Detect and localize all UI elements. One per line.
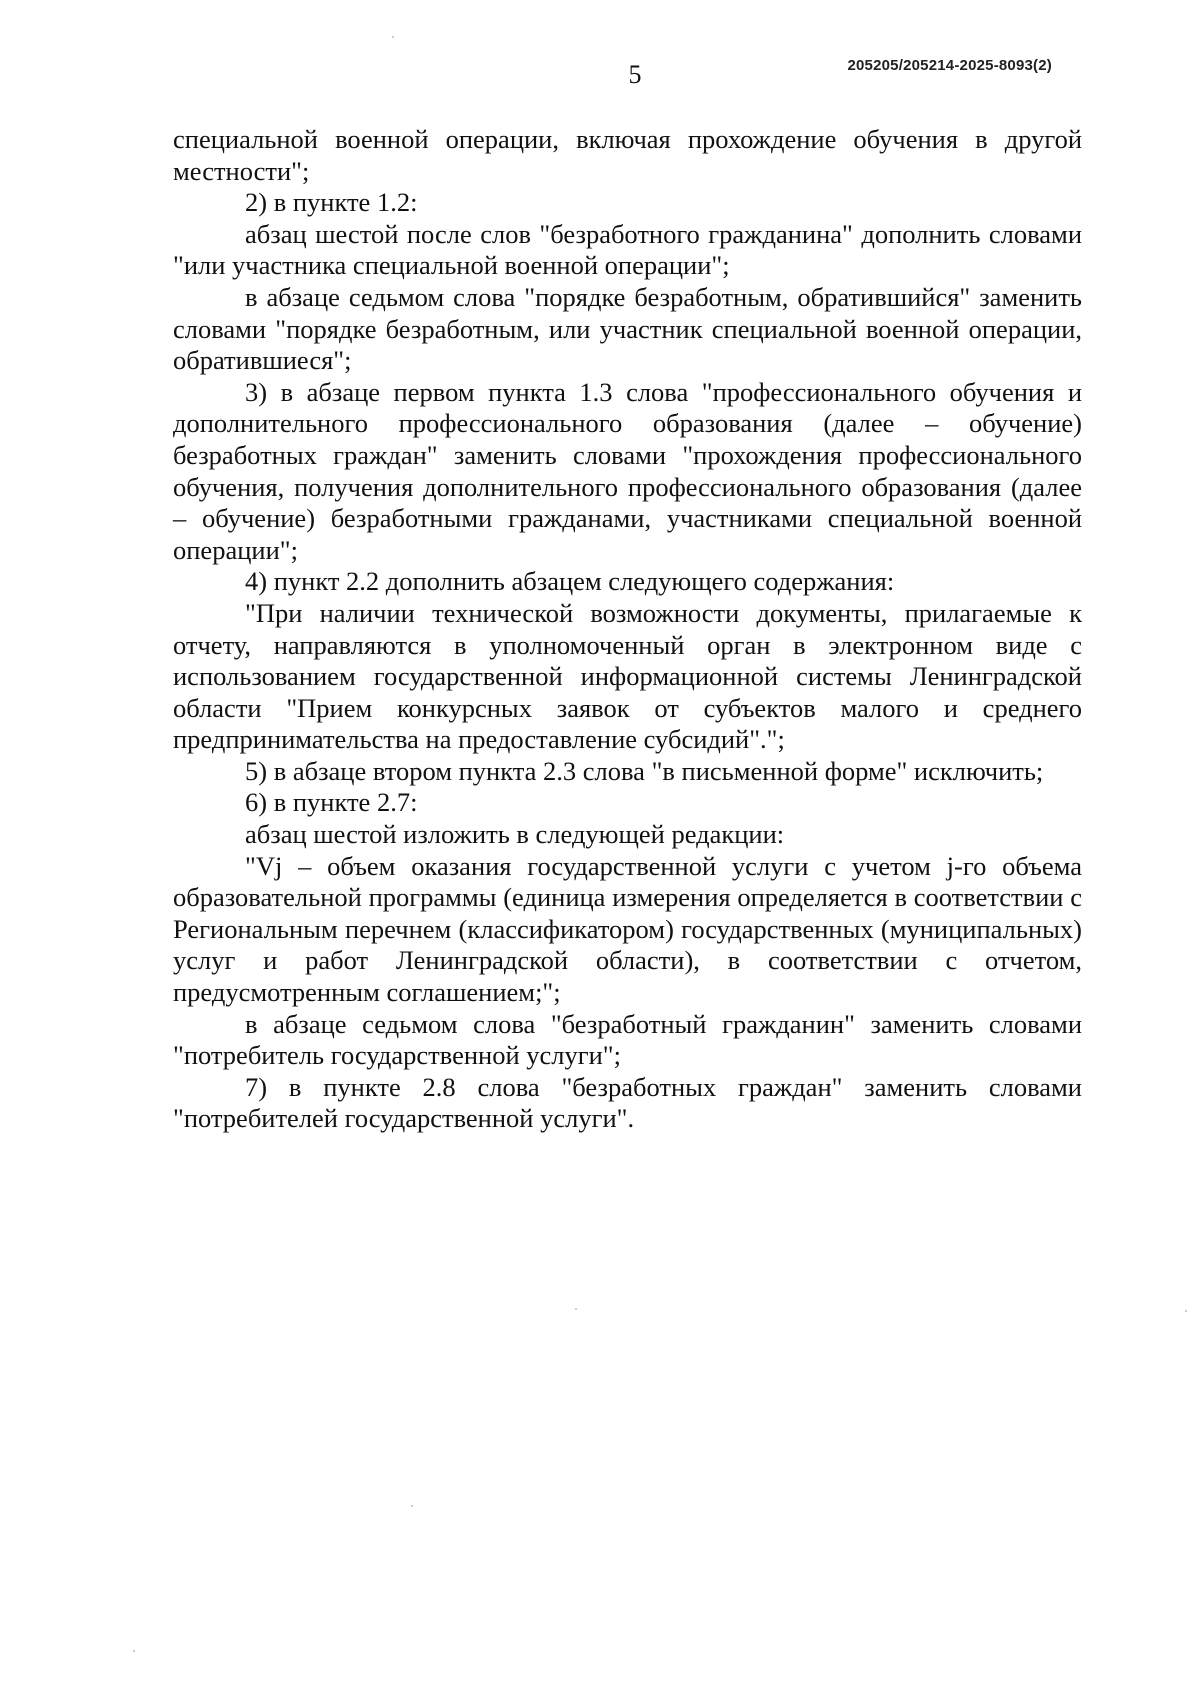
paragraph: абзац шестой изложить в следующей редакции: bbox=[245, 819, 785, 850]
scan-speck bbox=[392, 36, 394, 38]
document-id: 205205/205214-2025-8093(2) bbox=[847, 57, 1052, 74]
paragraph-item-4: 4) пункт 2.2 дополнить абзацем следующего содержания: bbox=[245, 566, 895, 597]
document-body bbox=[173, 124, 1082, 1135]
paragraph-continuation: специальной военной операции, включая прохождение обучения в другой местности"; bbox=[173, 124, 1082, 186]
paragraph: абзац шестой после слов "безработного гражданина" дополнить словами "или участника специальной военной операции"; bbox=[173, 218, 1082, 281]
paragraph-item-5: 5) в абзаце втором пункта 2.3 слова "в письменной форме" исключить; bbox=[245, 755, 1044, 786]
scan-speck bbox=[575, 1308, 577, 1310]
paragraph: в абзаце седьмом слова "безработный гражданин" заменить словами "потребитель государственной услуги"; bbox=[173, 1008, 1082, 1071]
paragraph-quote: "Vj – объем оказания государственной услуги с учетом j-го объема образовательной программы (единица измерения определяется в соответствии с Региональным перечнем (классификатором) государственных (муниципальных) услуг и работ Ленинградской области), в соответствии с отчетом, предусмотренным соглашением;"; bbox=[173, 850, 1082, 1008]
paragraph-quote: "При наличии технической возможности документы, прилагаемые к отчету, направляются в уполномоченный орган в электронном виде с использованием государственной информационной системы Ленинградской области "Прием конкурсных заявок от субъектов малого и среднего предпринимательства на предоставление субсидий"."; bbox=[173, 597, 1082, 755]
page-number: 5 bbox=[628, 60, 642, 89]
scan-speck bbox=[1185, 1310, 1187, 1312]
paragraph-item-3: 3) в абзаце первом пункта 1.3 слова "профессионального обучения и дополнительного профессионального образования (далее – обучение) безработных граждан" заменить словами "прохождения профессионального обучения, получения дополнительного профессионального образования (далее – обучение) безработными гражданами, участниками специальной военной операции"; bbox=[173, 376, 1082, 565]
scan-speck bbox=[133, 1650, 135, 1652]
paragraph: в абзаце седьмом слова "порядке безработным, обратившийся" заменить словами "порядке безработным, или участник специальной военной операции, обратившиеся"; bbox=[173, 281, 1082, 376]
paragraph-item-6: 6) в пункте 2.7: bbox=[245, 787, 418, 818]
paragraph-item-2: 2) в пункте 1.2: bbox=[245, 187, 418, 218]
paragraph-item-7: 7) в пункте 2.8 слова "безработных граждан" заменить словами "потребителей государственной услуги". bbox=[173, 1071, 1082, 1134]
scan-speck bbox=[411, 1505, 413, 1507]
